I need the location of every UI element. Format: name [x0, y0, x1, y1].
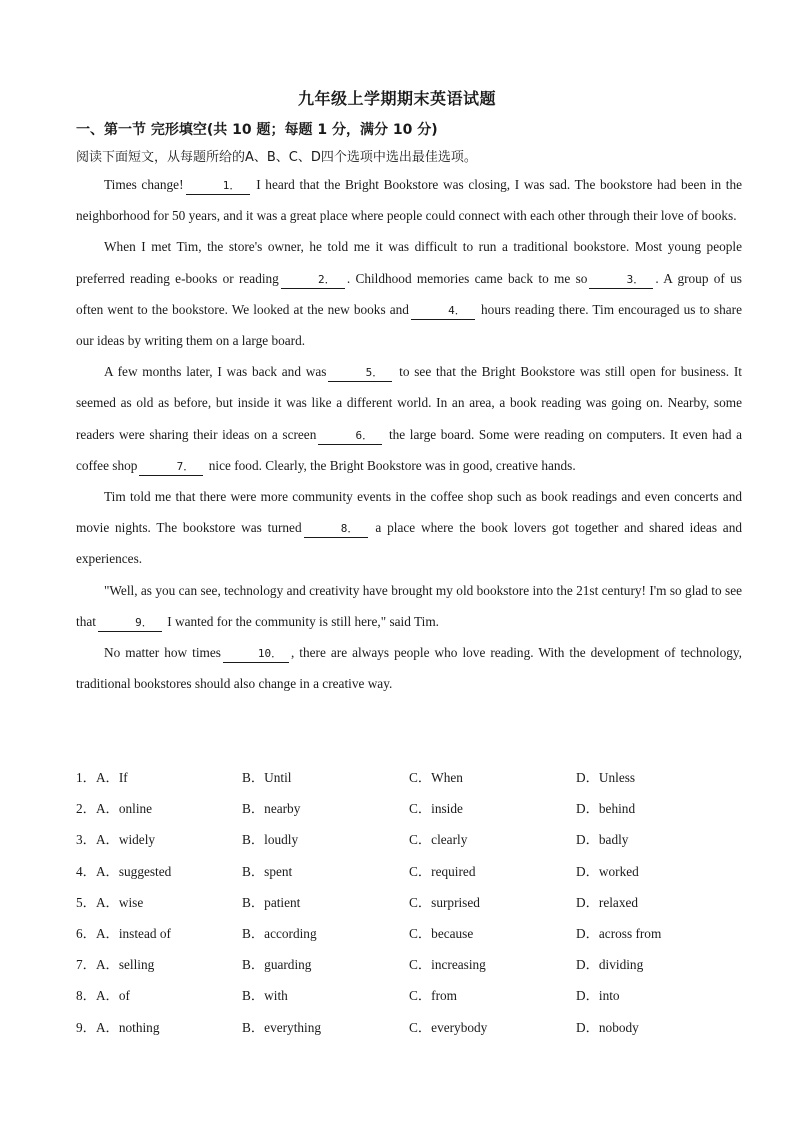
blank-6: 6． — [318, 428, 382, 445]
option-b: B．loudly — [242, 832, 299, 848]
option-c: C．required — [409, 863, 476, 879]
option-b: B．according — [242, 925, 317, 941]
blank-3: 3． — [589, 272, 653, 289]
question-row-9 — [76, 1012, 756, 1043]
option-a: 4．A．suggested — [76, 863, 172, 879]
option-a: 5．A．wise — [76, 894, 144, 910]
text: Times change! — [104, 177, 184, 192]
question-row-6 — [76, 918, 756, 949]
text: I wanted for the community is still here," said Tim. — [163, 613, 439, 629]
text: . A group of us often went to the bookstore. We looked at the new books and — [76, 270, 742, 317]
blank-9: 9． — [98, 615, 162, 632]
answer-options — [76, 762, 756, 1043]
option-d: D．across from — [576, 925, 662, 941]
question-row-8 — [76, 980, 756, 1011]
option-d: D．dividing — [576, 957, 644, 973]
question-row-3 — [76, 824, 756, 855]
paragraph-1 — [76, 169, 742, 231]
option-a: 3．A．widely — [76, 832, 156, 848]
question-row-1 — [76, 762, 756, 793]
text: A few months later, I was back and was — [104, 364, 327, 380]
option-b: B．guarding — [242, 957, 312, 973]
question-row-2 — [76, 793, 756, 824]
option-c: C．surprised — [409, 894, 480, 910]
option-c: C．everybody — [409, 1019, 488, 1035]
question-row-5 — [76, 887, 756, 918]
blank-4: 4． — [411, 303, 475, 320]
option-c: C．clearly — [409, 832, 468, 848]
blank-5: 5． — [328, 365, 392, 382]
text: nice food. Clearly, the Bright Bookstore was in good, creative hands. — [205, 457, 576, 473]
section-heading: 一、第一节 完形填空(共 10 题；每题 1 分，满分 10 分) — [76, 122, 438, 138]
text: Tim told me that there were more community events in the coffee shop such as book readings and even concerts and movie nights. The bookstore was turned — [76, 489, 742, 536]
option-a: 7．A．selling — [76, 957, 155, 973]
blank-1: 1． — [186, 178, 250, 195]
text: "Well, as you can see, technology and creativity have brought my old bookstore into the 21st century! I'm so glad to see that — [76, 582, 742, 629]
option-c: C．from — [409, 988, 458, 1004]
option-b: B．with — [242, 988, 288, 1004]
question-row-4 — [76, 856, 756, 887]
blank-10: 10． — [223, 646, 289, 663]
option-d: D．Unless — [576, 770, 636, 785]
paragraph-4 — [76, 481, 742, 575]
text: to see that the Bright Bookstore was still open for business. It seemed as old as before, but inside it was like a different world. In an area, a book reading was going on. Nearby, some readers were sharing their ideas on a screen — [76, 364, 742, 442]
text: , there are always people who love reading. With the development of technology, traditional bookstores should also change in a creative way. — [76, 645, 742, 692]
paragraph-2 — [76, 231, 742, 356]
option-c: C．because — [409, 925, 474, 941]
blank-2: 2． — [281, 272, 345, 289]
option-d: D．behind — [576, 801, 636, 817]
option-b: B．everything — [242, 1019, 322, 1035]
option-c: C．When — [409, 770, 463, 785]
option-a: 6．A．instead of — [76, 925, 171, 941]
option-a: 2．A．online — [76, 801, 153, 817]
option-d: D．relaxed — [576, 894, 639, 910]
text: the large board. Some were reading on computers. It even had a coffee shop — [76, 426, 742, 473]
blank-7: 7． — [139, 459, 203, 476]
instructions: 阅读下面短文，从每题所给的A、B、C、D四个选项中选出最佳选项。 — [76, 150, 477, 165]
text: hours reading there. Tim encouraged us to share our ideas by writing them on a large board. — [76, 301, 742, 349]
option-b: B．Until — [242, 770, 292, 785]
option-a: 9．A．nothing — [76, 1019, 160, 1035]
option-a: 8．A．of — [76, 988, 130, 1004]
option-b: B．spent — [242, 863, 293, 879]
text: a place where the book lovers got together and shared ideas and experiences. — [76, 520, 742, 567]
option-d: D．badly — [576, 832, 629, 848]
option-b: B．patient — [242, 894, 301, 910]
text: No matter how times — [104, 645, 221, 661]
text: I heard that the Bright Bookstore was closing, I was sad. The bookstore had been in the neighborhood for 50 years, and it was a great place where people could connect with each other through their love of books. — [76, 177, 743, 224]
question-row-7 — [76, 949, 756, 980]
paragraph-6 — [76, 637, 742, 699]
option-c: C．inside — [409, 801, 463, 817]
text: When I met Tim, the store's owner, he told me it was difficult to run a traditional bookstore. Most young people preferred reading e-books or reading — [76, 239, 742, 286]
page-title: 九年级上学期期末英语试题 — [297, 89, 496, 108]
paragraph-3 — [76, 356, 742, 481]
option-d: D．into — [576, 988, 620, 1004]
option-c: C．increasing — [409, 957, 486, 973]
option-b: B．nearby — [242, 801, 301, 817]
paragraph-5 — [76, 575, 742, 637]
option-d: D．nobody — [576, 1019, 639, 1035]
text: . Childhood memories came back to me so — [346, 270, 588, 286]
option-a: 1．A．If — [76, 770, 128, 785]
blank-8: 8． — [304, 521, 368, 538]
option-d: D．worked — [576, 863, 639, 879]
passage — [76, 169, 742, 699]
